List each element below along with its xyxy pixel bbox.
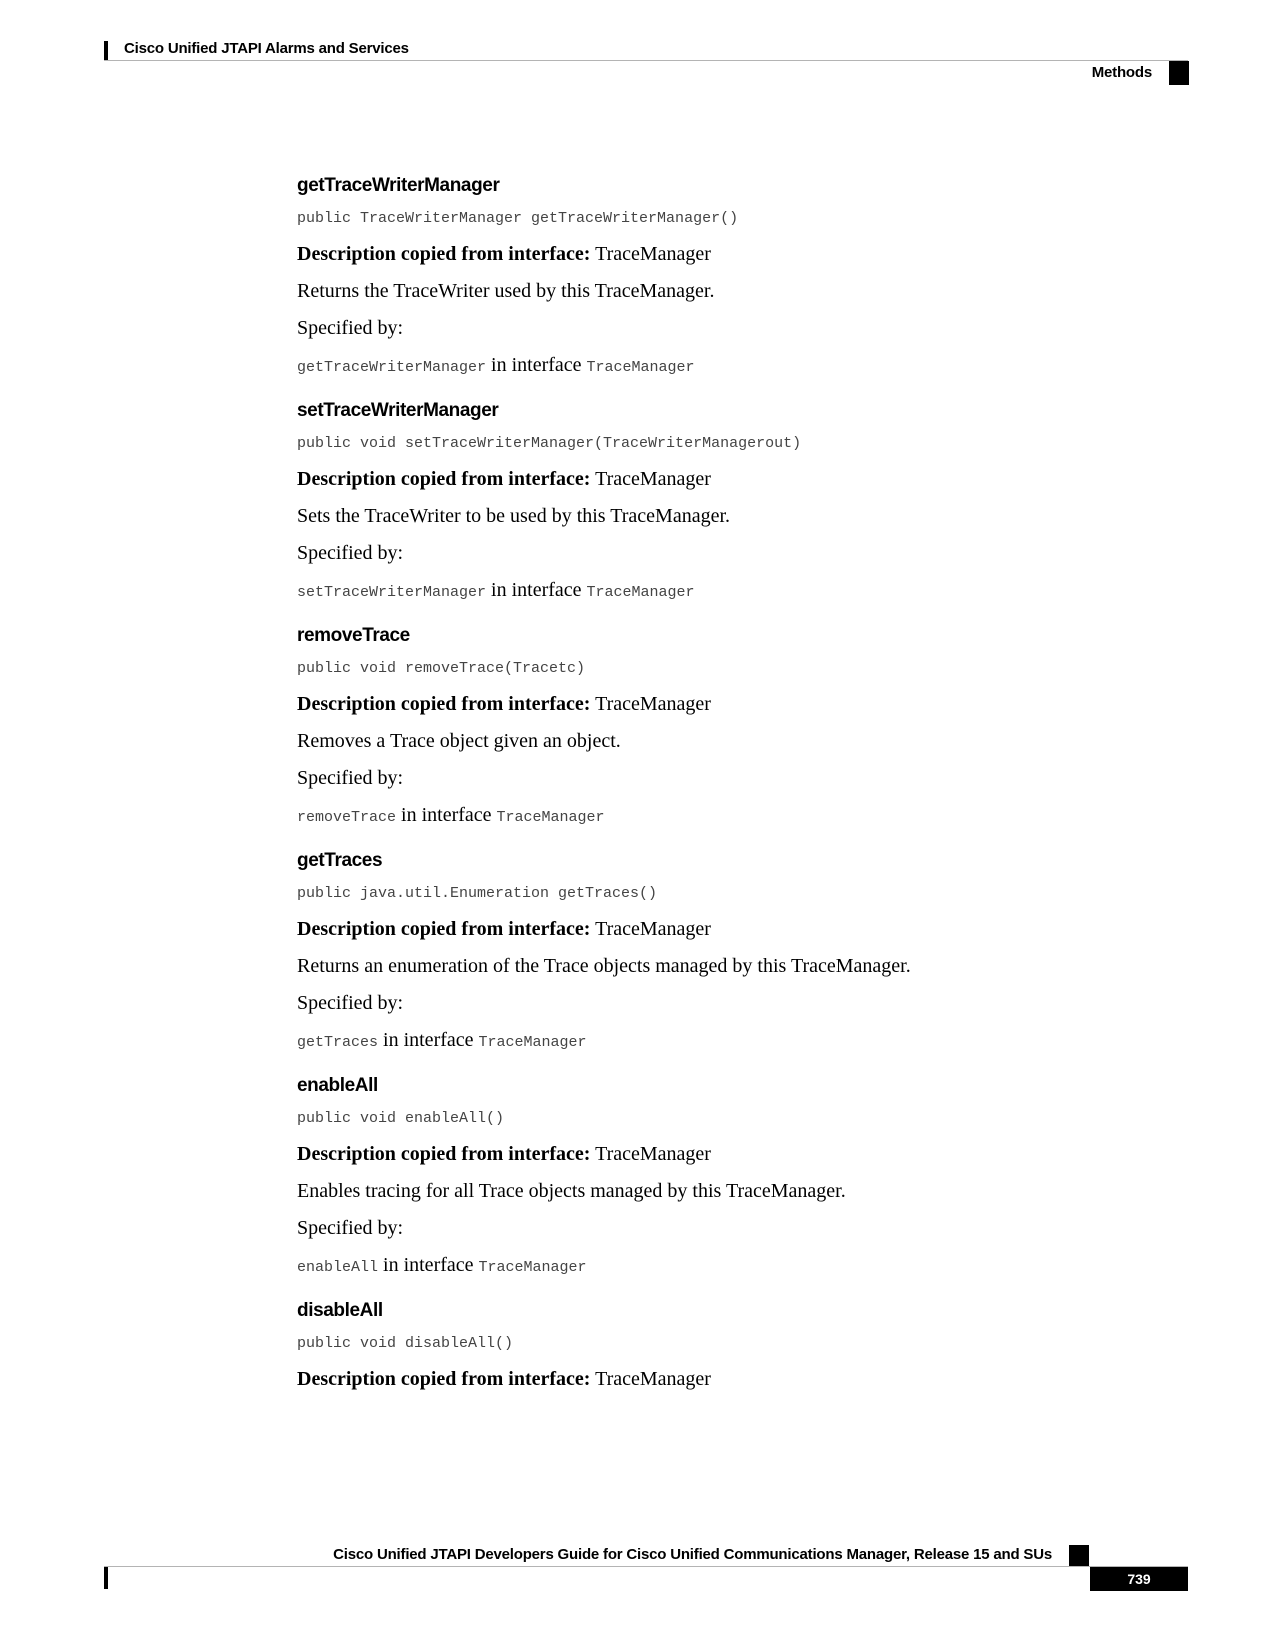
specified-in-text: in interface — [491, 579, 582, 601]
specified-method: getTraces — [297, 1034, 379, 1051]
method-signature: public void setTraceWriterManager(TraceWriterManagerout) — [297, 435, 802, 452]
method-signature: public void enableAll() — [297, 1110, 505, 1127]
method-signature: public void removeTrace(Tracetc) — [297, 660, 586, 677]
specified-interface: TraceManager — [478, 1034, 587, 1051]
specified-by-line — [297, 577, 1177, 603]
specified-by-line — [297, 1252, 1177, 1278]
description-interface: TraceManager — [595, 693, 711, 715]
description-label: Description copied from interface: — [297, 1143, 591, 1165]
running-header-title: Cisco Unified JTAPI Alarms and Services — [124, 40, 409, 57]
method-signature: public void disableAll() — [297, 1335, 514, 1352]
description-label: Description copied from interface: — [297, 243, 591, 265]
specified-interface: TraceManager — [478, 1259, 587, 1276]
section-title: Methods — [1091, 64, 1152, 81]
method-disableAll — [297, 1298, 1177, 1392]
method-description: Returns an enumeration of the Trace objects managed by this TraceManager. — [297, 955, 911, 977]
header-rule — [104, 60, 1188, 61]
footer-bar — [104, 1567, 108, 1589]
specified-interface: TraceManager — [586, 359, 695, 376]
specified-in-text: in interface — [401, 804, 492, 826]
specified-method: removeTrace — [297, 809, 397, 826]
method-description: Sets the TraceWriter to be used by this TraceManager. — [297, 505, 731, 527]
method-description-source — [297, 241, 1177, 267]
specified-by-label: Specified by: — [297, 317, 404, 339]
method-getTraces — [297, 848, 1177, 1053]
method-setTraceWriterManager — [297, 398, 1177, 603]
method-name: enableAll — [297, 1075, 378, 1096]
method-name: getTraces — [297, 850, 383, 871]
section-marker — [1169, 61, 1189, 85]
footer-rule — [104, 1566, 1188, 1567]
method-description-source — [297, 466, 1177, 492]
description-interface: TraceManager — [595, 918, 711, 940]
description-interface: TraceManager — [595, 243, 711, 265]
method-description: Removes a Trace object given an object. — [297, 730, 621, 752]
header-bar — [104, 41, 108, 60]
method-description-source — [297, 691, 1177, 717]
specified-by-line — [297, 1027, 1177, 1053]
method-description: Returns the TraceWriter used by this TraceManager. — [297, 280, 715, 302]
specified-by-label: Specified by: — [297, 767, 404, 789]
specified-method: enableAll — [297, 1259, 379, 1276]
specified-method: getTraceWriterManager — [297, 359, 487, 376]
description-interface: TraceManager — [595, 1368, 711, 1390]
method-enableAll — [297, 1073, 1177, 1278]
specified-by-label: Specified by: — [297, 542, 404, 564]
description-label: Description copied from interface: — [297, 918, 591, 940]
footer-marker — [1069, 1545, 1089, 1566]
specified-by-line — [297, 352, 1177, 378]
specified-by-label: Specified by: — [297, 1217, 404, 1239]
specified-interface: TraceManager — [586, 584, 695, 601]
method-description: Enables tracing for all Trace objects managed by this TraceManager. — [297, 1180, 846, 1202]
method-name: getTraceWriterManager — [297, 175, 500, 196]
method-description-source — [297, 1141, 1177, 1167]
specified-interface: TraceManager — [496, 809, 605, 826]
specified-by-line — [297, 802, 1177, 828]
specified-in-text: in interface — [383, 1029, 474, 1051]
method-signature: public TraceWriterManager getTraceWriterManager() — [297, 210, 739, 227]
specified-in-text: in interface — [383, 1254, 474, 1276]
description-interface: TraceManager — [595, 468, 711, 490]
description-label: Description copied from interface: — [297, 1368, 591, 1390]
specified-in-text: in interface — [491, 354, 582, 376]
description-label: Description copied from interface: — [297, 693, 591, 715]
method-removeTrace — [297, 623, 1177, 828]
specified-method: setTraceWriterManager — [297, 584, 487, 601]
method-getTraceWriterManager — [297, 173, 1177, 378]
description-label: Description copied from interface: — [297, 468, 591, 490]
method-description-source — [297, 1366, 1177, 1392]
method-list — [297, 173, 1177, 1412]
method-name: removeTrace — [297, 625, 410, 646]
method-name: disableAll — [297, 1300, 383, 1321]
description-interface: TraceManager — [595, 1143, 711, 1165]
method-signature: public java.util.Enumeration getTraces() — [297, 885, 658, 902]
footer-guide-title: Cisco Unified JTAPI Developers Guide for Cisco Unified Communications Manager, Release 15 and SUs — [333, 1546, 1052, 1563]
method-description-source — [297, 916, 1177, 942]
specified-by-label: Specified by: — [297, 992, 404, 1014]
page-number: 739 — [1090, 1567, 1188, 1591]
method-name: setTraceWriterManager — [297, 400, 499, 421]
